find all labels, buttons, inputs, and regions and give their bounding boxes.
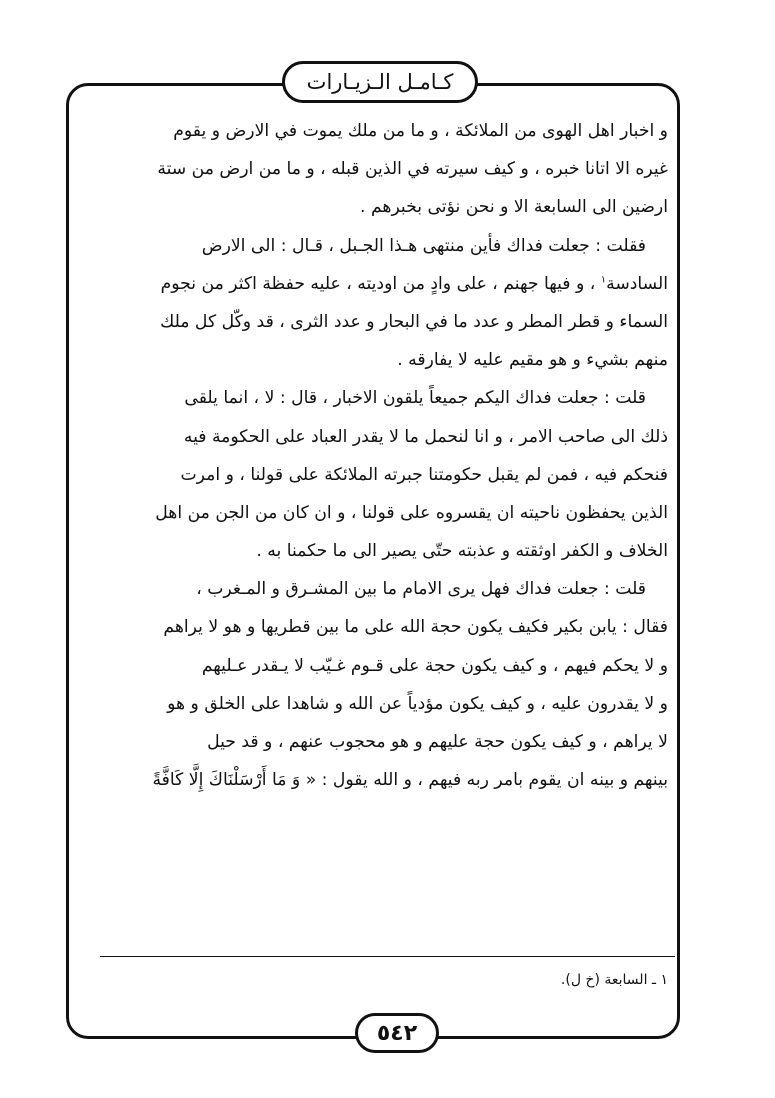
text-line: قلت : جعلت فداك فهل يرى الامام ما بين المشـرق و المـغرب ، xyxy=(196,579,646,600)
text-line: غيره الا اتانا خبره ، و كيف سيرته في الذين قبله ، و ما من ارض من ستة xyxy=(157,159,668,180)
text-line xyxy=(88,265,668,303)
running-header-title: كـامـل الـزيـارات xyxy=(306,70,454,94)
footnote: ١ ـ السابعة (خ ل). xyxy=(560,972,668,988)
text-line: و لا يقدرون عليه ، و كيف يكون مؤدياً عن الله و شاهدا على الخلق و هو xyxy=(167,693,668,714)
page-number: ٥٤٢ xyxy=(376,1020,418,1046)
text-line: فنحكم فيه ، فمن لم يقبل حكومتنا جبرته الملائكة على قولنا ، و امرت xyxy=(180,464,668,485)
text-line: قلت : جعلت فداك اليكم جميعاً يلقون الاخبار ، قال : لا ، انما يلقى xyxy=(184,388,646,409)
text-line: و اخبار اهل الهوى من الملائكة ، و ما من ملك يموت في الارض و يقوم xyxy=(173,121,668,141)
text-line: ذلك الى صاحب الامر ، و انا لنحمل ما لا يقدر العباد على الحكومة فيه xyxy=(183,426,668,447)
text-line: لا يراهم ، و كيف يكون حجة عليهم و هو محجوب عنهم ، و قد حيل xyxy=(207,732,668,752)
text-line: فقال : يابن بكير فكيف يكون حجة الله على ما بين قطريها و هو لا يراهم xyxy=(163,617,668,638)
text-line: و لا يحكم فيهم ، و كيف يكون حجة على قـوم غـيّب لا يـقدر عـليهم xyxy=(201,655,668,676)
text-line: السماء و قطر المطر و عدد ما في البحار و عدد الثرى ، قد وكّل كل ملك xyxy=(160,311,668,332)
text-line: منهم بشيء و هو مقيم عليه لا يفارقه . xyxy=(397,350,668,371)
text-line-lead: السادسة xyxy=(606,273,668,294)
text-line-rest: ، و فيها جهنم ، على وادٍ من اوديته ، عليه حفظة اكثر من نجوم xyxy=(160,273,596,294)
footnote-marker: ١ xyxy=(600,274,607,286)
text-line: الذين يحفظون ناحيته ان يقسروه على قولنا ، و ان كان من الجن من اهل xyxy=(155,502,668,523)
page-number-badge xyxy=(355,1013,439,1053)
text-line: فقلت : جعلت فداك فأين منتهى هـذا الجـبل ، قـال : الى الارض xyxy=(201,235,646,256)
text-line: بينهم و بينه ان يقوم بامر ربه فيهم ، و الله يقول : « وَ مَا أَرْسَلْنَاكَ إِلَّا كَافَّةً xyxy=(152,770,668,791)
text-line: الخلاف و الكفر اوثقته و عذبته حتّى يصير الى ما حكمنا به . xyxy=(256,541,668,562)
main-text-block xyxy=(88,112,668,799)
text-line: ارضين الى السابعة الا و نحن نؤتى بخبرهم . xyxy=(360,197,668,218)
footnote-divider xyxy=(100,956,675,957)
running-header xyxy=(282,61,478,103)
